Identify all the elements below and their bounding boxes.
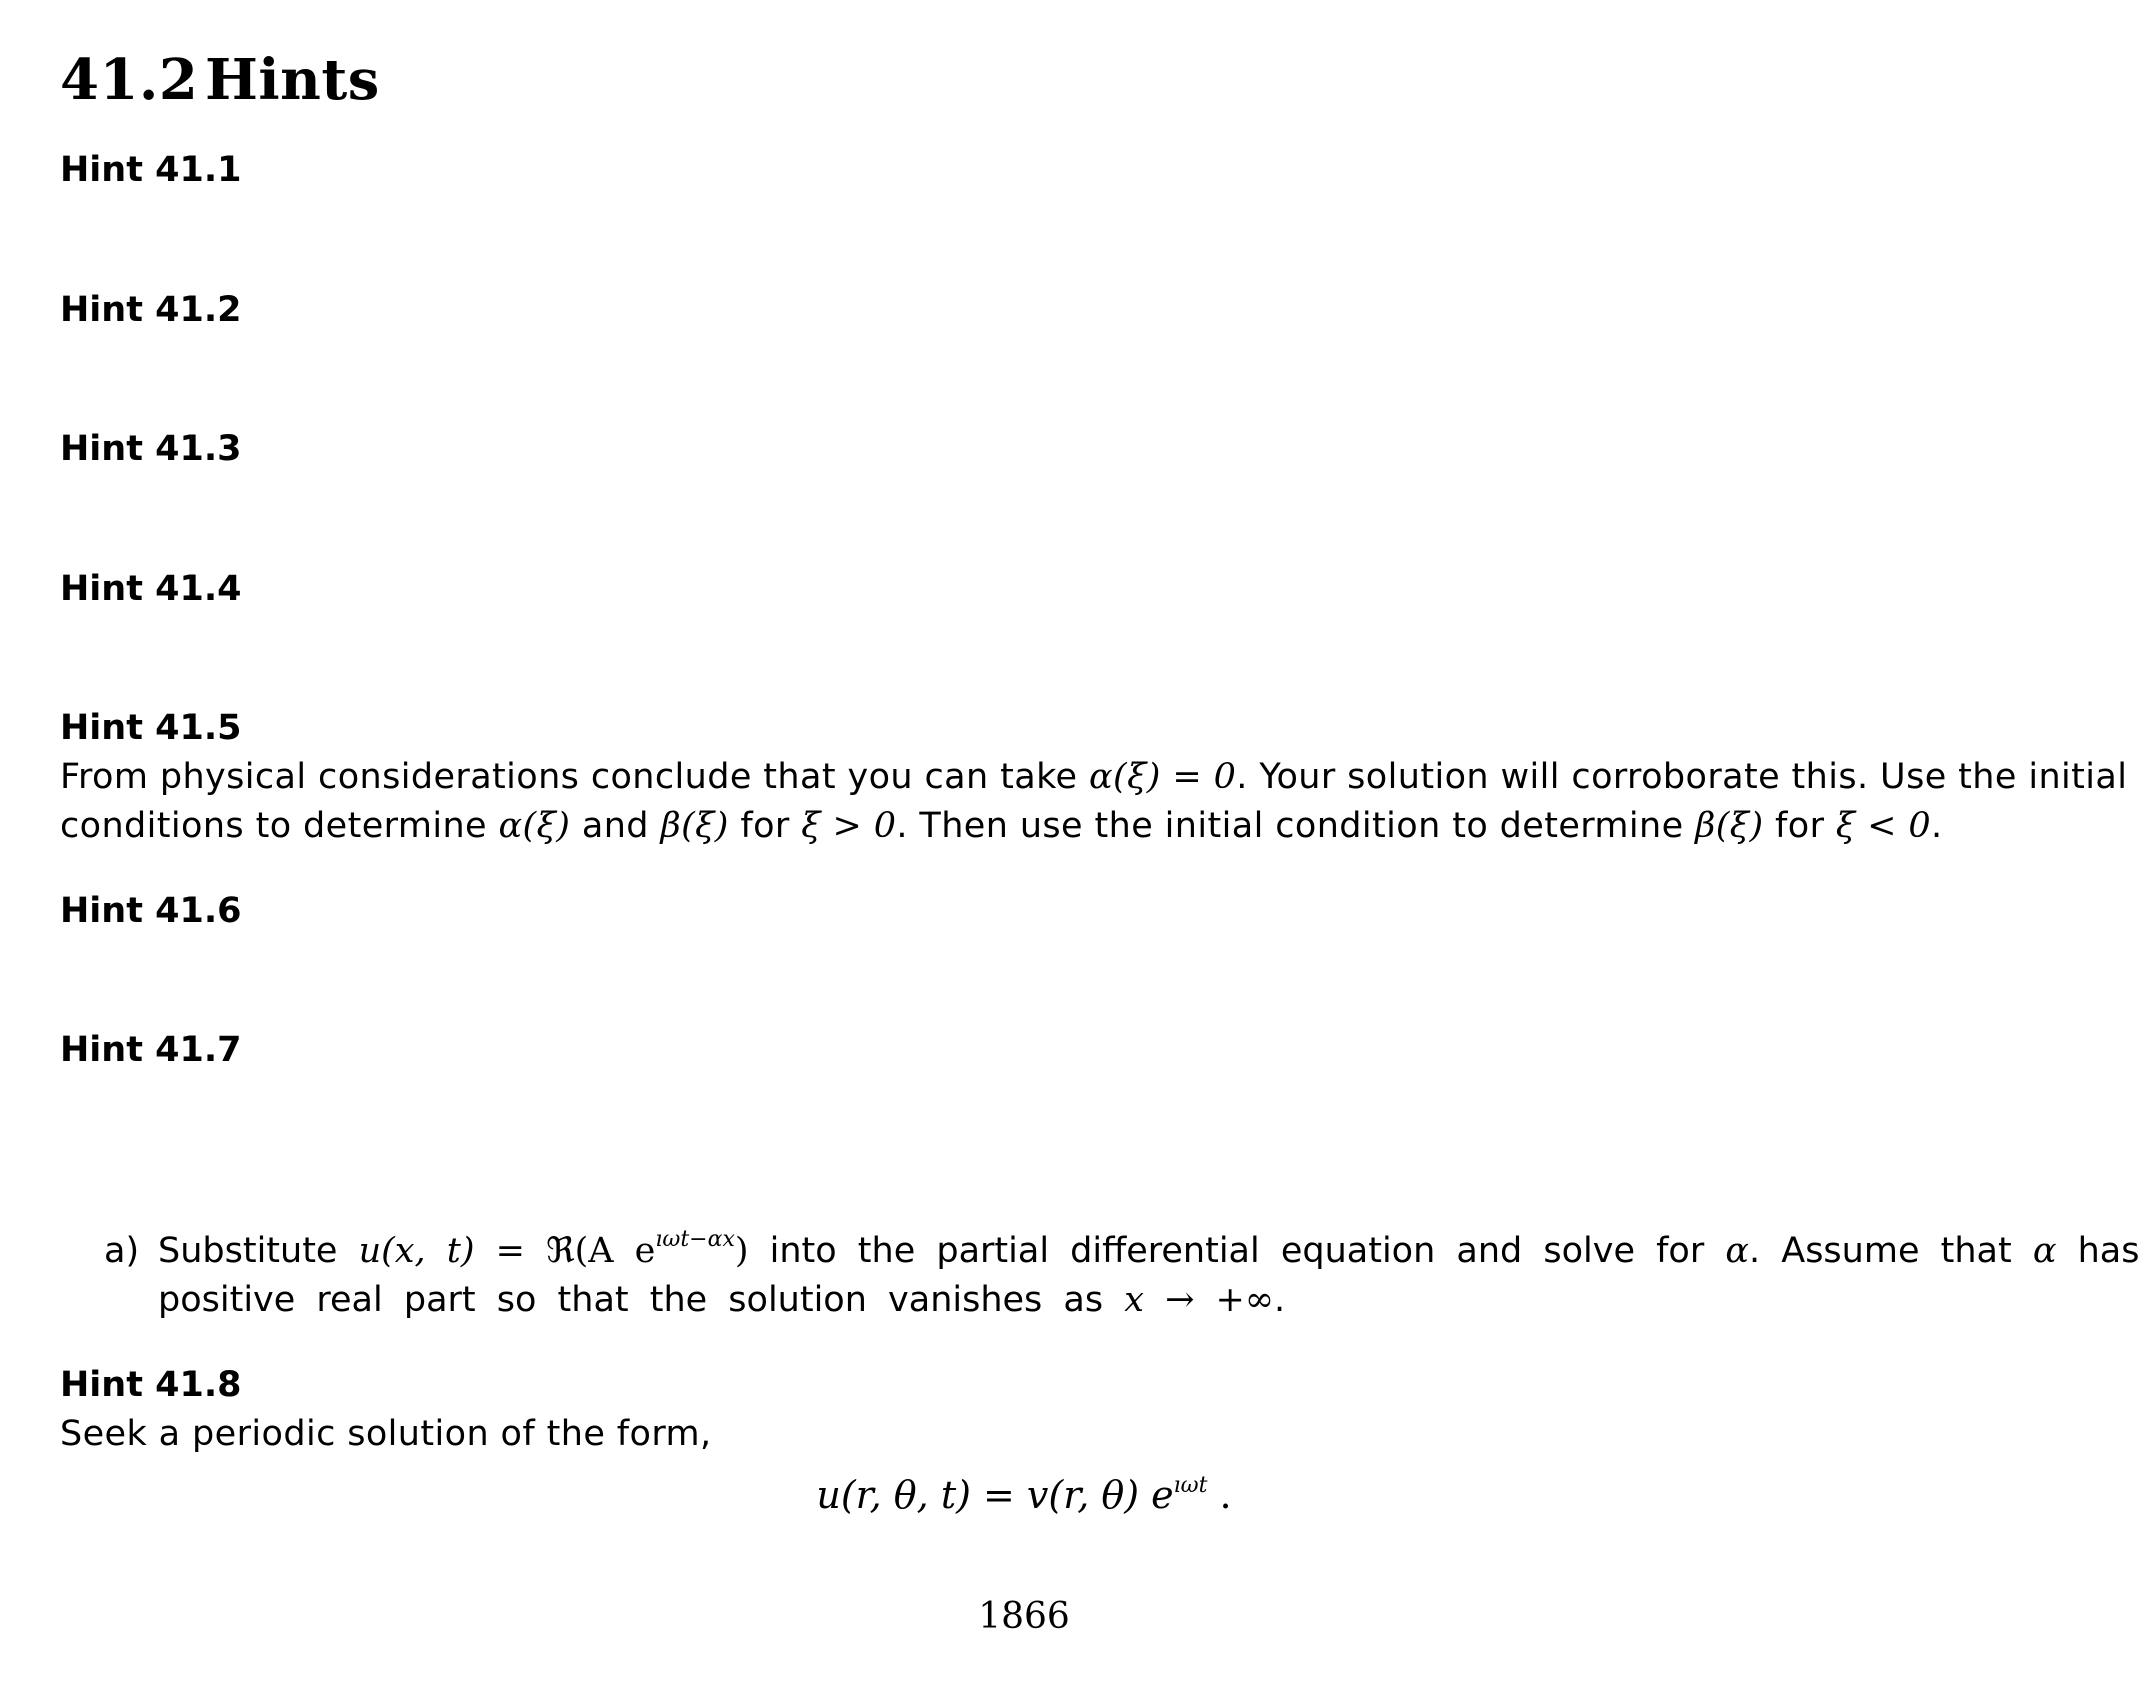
math-alpha: α <box>1725 1231 1749 1271</box>
math-alpha-xi: α(ξ) <box>498 806 571 846</box>
hint-41-5-line-2 <box>60 802 2127 851</box>
item-a-line-2 <box>158 1276 1988 1325</box>
math-beta-xi: β(ξ) <box>1695 806 1764 846</box>
text-run: . Then use the initial condition to determine <box>896 806 1696 846</box>
hint-41-8-body: Seek a periodic solution of the form, <box>60 1414 712 1454</box>
equation-period: . <box>1207 1473 1232 1517</box>
math-alpha-xi-equals-zero: α(ξ) = 0 <box>1089 757 1237 797</box>
equation-exponent: ıωt <box>1173 1473 1208 1498</box>
math-beta-xi: β(ξ) <box>660 806 729 846</box>
hint-41-6-heading: Hint 41.6 <box>60 891 242 931</box>
text-run: positive real part so that the solution vanishes as <box>158 1280 1125 1320</box>
text-run: for <box>1763 806 1836 846</box>
text-run: . Your solution will corroborate this. Use the initial <box>1236 757 2128 797</box>
math-exponent: ıωt−αx <box>655 1227 735 1252</box>
text-run: . <box>1931 806 1943 846</box>
text-run: From physical considerations conclude that you can take <box>60 757 1089 797</box>
hint-41-5-heading: Hint 41.5 <box>60 708 242 748</box>
section-title: Hints <box>205 47 380 113</box>
math-xi-positive: ξ > 0 <box>801 806 897 846</box>
section-heading <box>60 40 380 120</box>
section-number: 41.2 <box>60 47 199 113</box>
item-a-line-1 <box>158 1227 2139 1276</box>
math-close-paren: ) <box>734 1231 749 1271</box>
hint-41-5-body <box>60 753 2127 851</box>
list-marker-a: a) <box>104 1231 140 1271</box>
text-run: into the partial differential equation and solve for <box>748 1231 1726 1271</box>
math-u-x-t: u(x, t) <box>358 1231 475 1271</box>
math-xi-negative: ξ < 0 <box>1835 806 1932 846</box>
text-run: Substitute <box>158 1231 359 1271</box>
text-run: has <box>2056 1231 2139 1271</box>
math-alpha: α <box>2032 1231 2057 1271</box>
hint-41-4-heading: Hint 41.4 <box>60 569 242 609</box>
equation-main: u(r, θ, t) = v(r, θ) e <box>816 1473 1174 1517</box>
text-run: and <box>570 806 661 846</box>
hint-41-3-heading: Hint 41.3 <box>60 429 242 469</box>
page-number: 1866 <box>978 1596 1070 1637</box>
hint-41-1-heading: Hint 41.1 <box>60 150 242 190</box>
hint-41-2-heading: Hint 41.2 <box>60 290 242 330</box>
display-equation <box>0 1469 2048 1521</box>
text-run: for <box>728 806 802 846</box>
hint-41-7-heading: Hint 41.7 <box>60 1030 242 1070</box>
math-real-part-expr: = ℜ(A e <box>474 1231 656 1271</box>
text-run: conditions to determine <box>60 806 499 846</box>
math-x-to-infinity: x → +∞ <box>1124 1280 1275 1320</box>
text-run: . Assume that <box>1749 1231 2033 1271</box>
item-a-body <box>158 1227 2139 1325</box>
hint-41-5-line-1 <box>60 753 2127 802</box>
text-run: . <box>1274 1280 1286 1320</box>
hint-41-8-heading: Hint 41.8 <box>60 1365 242 1405</box>
